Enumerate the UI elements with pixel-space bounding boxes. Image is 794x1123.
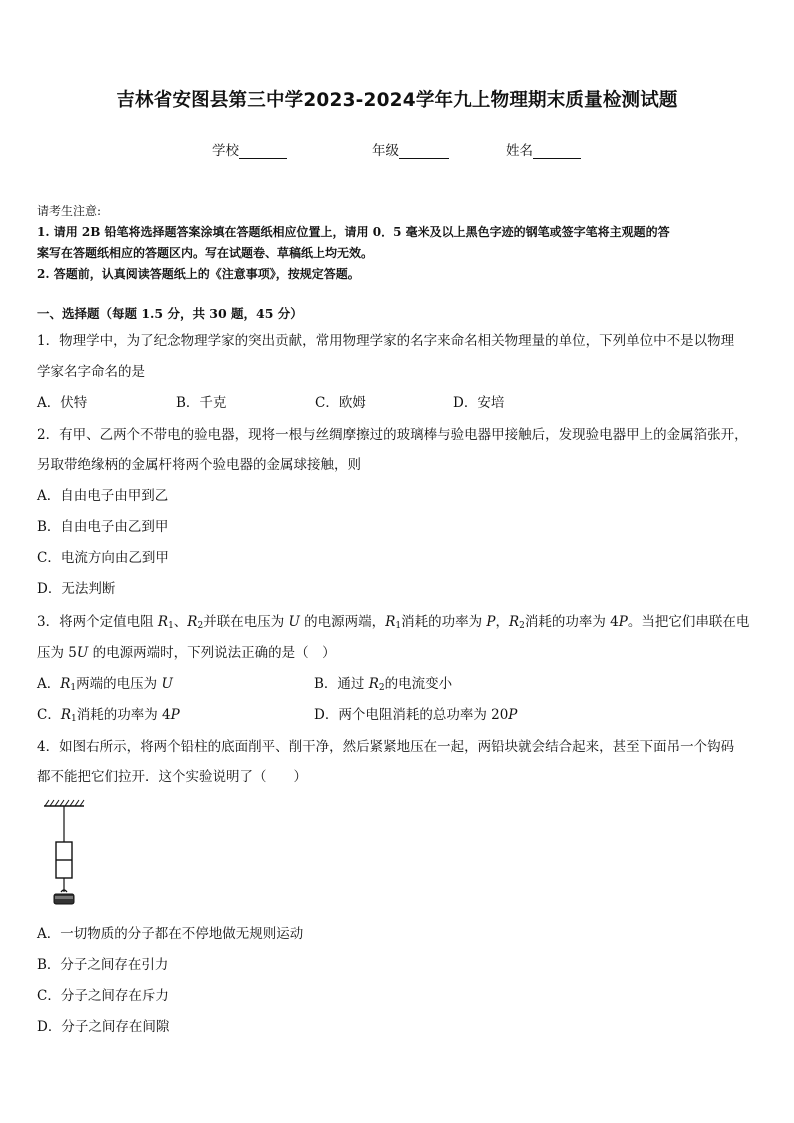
q1-option-b[interactable]: B．千克 <box>176 395 227 411</box>
school-field[interactable] <box>212 139 287 159</box>
q3-stem-line-1: 3．将两个定值电阻 $R_1$、$R_2$并联在电压为 U 的电源两端，$R_1$消耗的功率为 P，$R_2$消耗的功率为 4P。当把它们串联在电 <box>37 614 750 631</box>
q4-option-a[interactable]: A．一切物质的分子都在不停地做无规则运动 <box>37 926 304 942</box>
q4-stem-line-1: 4．如图右所示，将两个铅柱的底面削平、削干净，然后紧紧地压在一起，两铅块就会结合起来，甚至下面吊一个钩码 <box>37 739 735 755</box>
ceiling-support <box>44 800 84 806</box>
name-label: 姓名 <box>506 143 533 159</box>
q4-option-d[interactable]: D．分子之间存在间隙 <box>37 1019 170 1035</box>
q2-option-c[interactable]: C．电流方向由乙到甲 <box>37 550 169 566</box>
q3-option-c[interactable]: C．$R_1$消耗的功率为 4P <box>37 707 180 724</box>
grade-blank[interactable] <box>399 144 449 159</box>
q1-option-d[interactable]: D．安培 <box>453 395 505 411</box>
q3-option-a[interactable]: A．$R_1$两端的电压为 U <box>37 676 173 693</box>
notice-item-2: 2. 答题前，认真阅读答题纸上的《注意事项》，按规定答题。 <box>37 267 360 281</box>
notice-item-1-line-2: 案写在答题纸相应的答题区内。写在试题卷、草稿纸上均无效。 <box>37 246 374 260</box>
school-blank[interactable] <box>239 144 287 159</box>
q2-option-a[interactable]: A．自由电子由甲到乙 <box>37 488 169 504</box>
q4-option-c[interactable]: C．分子之间存在斥力 <box>37 988 169 1004</box>
q4-stem-line-2: 都不能把它们拉开．这个实验说明了（ ） <box>37 769 307 785</box>
grade-label: 年级 <box>372 143 399 159</box>
q2-stem-line-1: 2．有甲、乙两个不带电的验电器，现将一根与丝绸摩擦过的玻璃棒与验电器甲接触后，发现验电器甲上的金属箔张开， <box>37 427 748 443</box>
weight-highlight <box>55 896 73 899</box>
section-heading: 一、选择题（每题 1.5 分，共 30 题，45 分） <box>37 306 303 321</box>
notice-item-1-line-1: 1. 请用 2B 铅笔将选择题答案涂填在答题纸相应位置上，请用 0．5 毫米及以上黑色字迹的钢笔或签字笔将主观题的答 <box>37 225 670 239</box>
q2-option-d[interactable]: D．无法判断 <box>37 581 116 597</box>
q4-option-b[interactable]: B．分子之间存在引力 <box>37 957 169 973</box>
lead-cylinder-figure <box>40 798 90 913</box>
grade-field[interactable] <box>372 139 449 159</box>
q2-option-b[interactable]: B．自由电子由乙到甲 <box>37 519 169 535</box>
q1-stem-line-2: 学家名字命名的是 <box>37 364 145 380</box>
page-title: 吉林省安图县第三中学2023-2024学年九上物理期末质量检测试题 <box>116 90 678 111</box>
q1-stem-line-1: 1．物理学中，为了纪念物理学家的突出贡献，常用物理学家的名字来命名相关物理量的单位，下列单位中不是以物理 <box>37 333 735 349</box>
name-blank[interactable] <box>533 144 581 159</box>
notice-heading: 请考生注意: <box>37 204 102 218</box>
q2-stem-line-2: 另取带绝缘柄的金属杆将两个验电器的金属球接触，则 <box>37 457 361 473</box>
q1-option-a[interactable]: A．伏特 <box>37 395 88 411</box>
q1-option-c[interactable]: C．欧姆 <box>315 395 366 411</box>
q3-option-d[interactable]: D．两个电阻消耗的总功率为 20P <box>314 707 518 723</box>
school-label: 学校 <box>212 143 239 159</box>
name-field[interactable] <box>506 139 581 159</box>
q3-option-b[interactable]: B．通过 $R_2$的电流变小 <box>314 676 453 693</box>
q3-stem-line-2: 压为 5U 的电源两端时，下列说法正确的是（ ） <box>37 645 336 661</box>
